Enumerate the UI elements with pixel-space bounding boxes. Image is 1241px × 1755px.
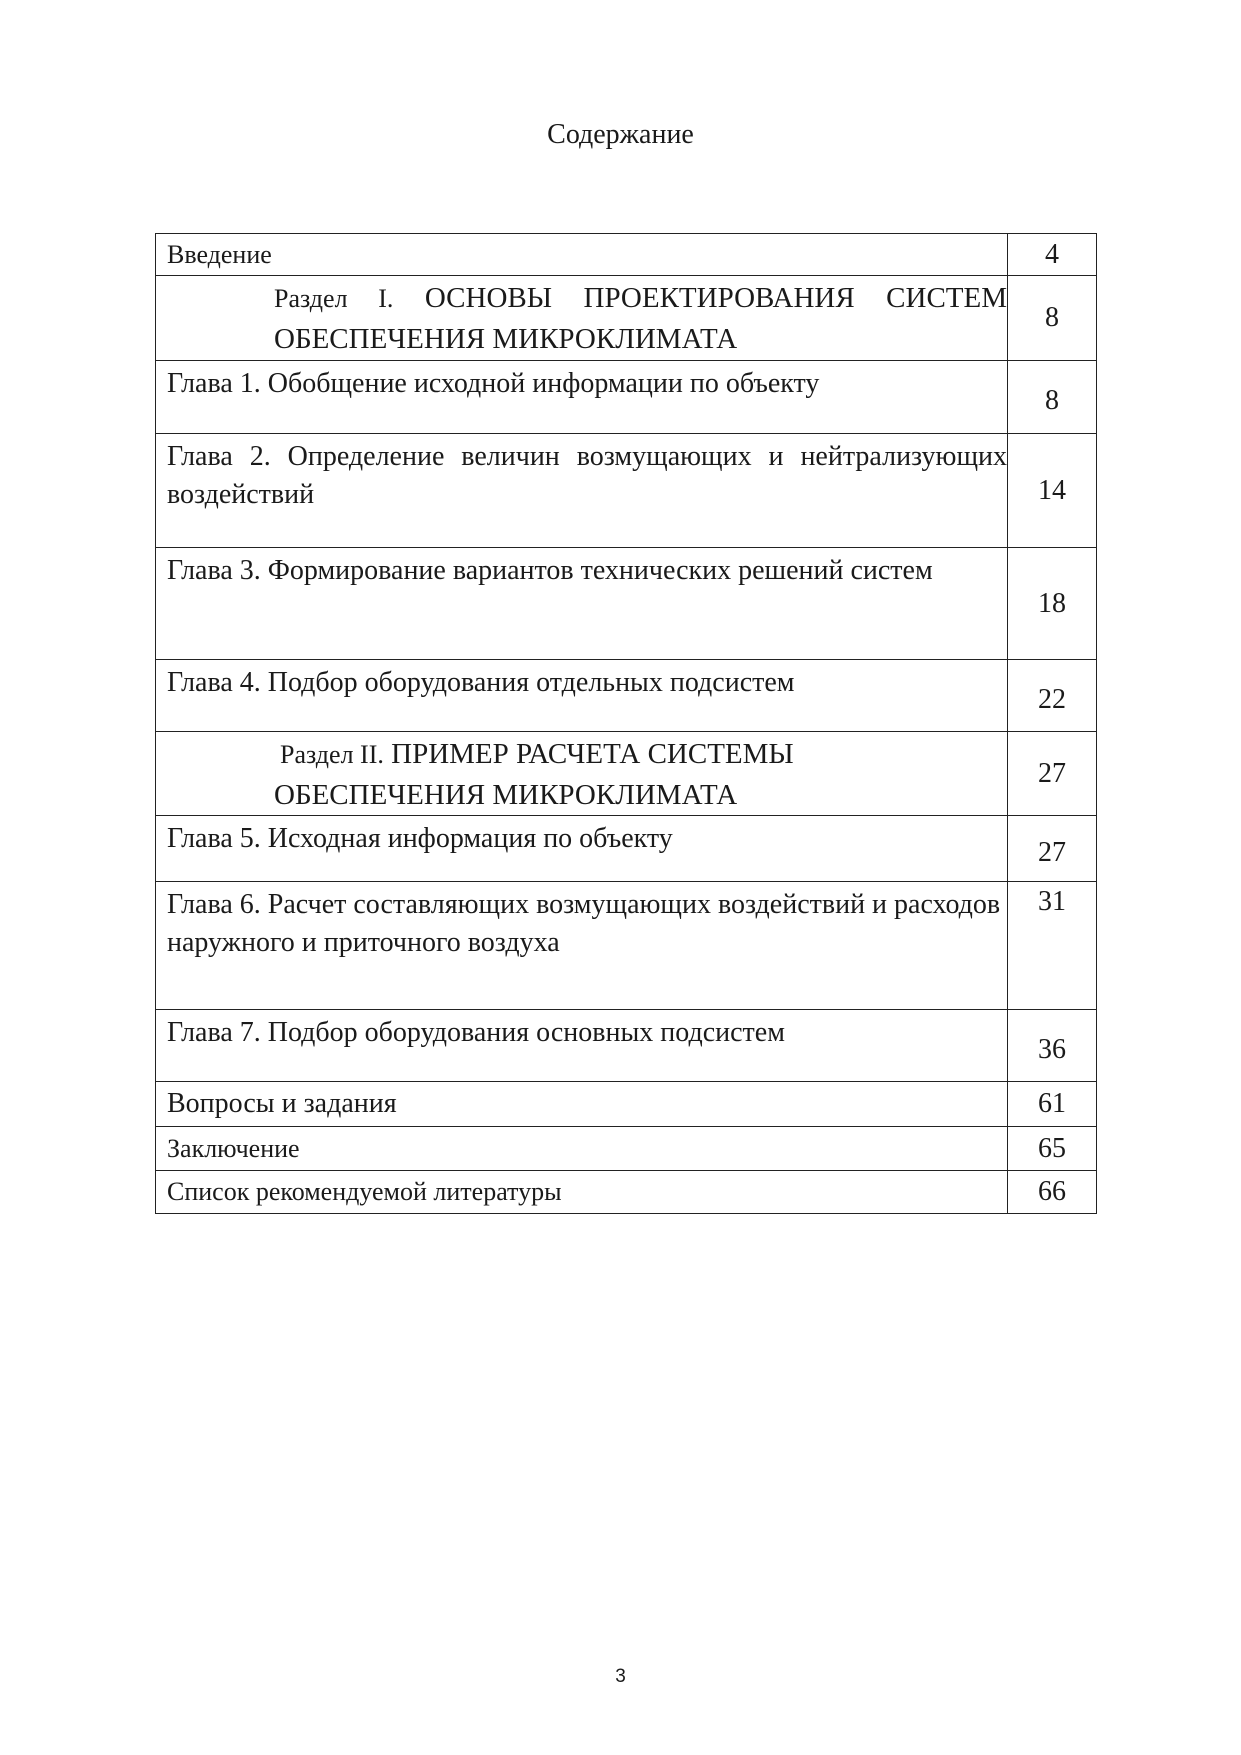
page-title: Содержание	[547, 119, 694, 150]
toc-entry-title: Вопросы и задания	[156, 1082, 1008, 1127]
toc-section-lead: Раздел II.	[280, 740, 384, 769]
toc-row-chapter-7	[156, 1010, 1097, 1082]
toc-row-chapter-1	[156, 361, 1097, 434]
toc-entry-title: Глава 5. Исходная информация по объекту	[156, 816, 1008, 882]
toc-page-number: 31	[1008, 882, 1097, 1010]
toc-row-conclusion	[156, 1127, 1097, 1171]
toc-row-chapter-2	[156, 434, 1097, 548]
toc-section-title	[156, 732, 1008, 816]
toc-row-questions	[156, 1082, 1097, 1127]
toc-row-chapter-4	[156, 660, 1097, 732]
page-number: 3	[615, 1666, 626, 1687]
toc-page-number: 27	[1008, 732, 1097, 816]
toc-entry-title: Глава 3. Формирование вариантов технических решений систем	[156, 548, 1008, 660]
toc-entry-title: Введение	[156, 234, 1008, 276]
toc-entry-title: Глава 7. Подбор оборудования основных подсистем	[156, 1010, 1008, 1082]
toc-page-number: 61	[1008, 1082, 1097, 1127]
toc-row-chapter-5	[156, 816, 1097, 882]
toc-entry-title: Заключение	[156, 1127, 1008, 1171]
toc-row-references	[156, 1171, 1097, 1214]
toc-row-introduction	[156, 234, 1097, 276]
toc-page-number: 14	[1008, 434, 1097, 548]
toc-section-text: ОСНОВЫ ПРОЕКТИРОВАНИЯ СИСТЕМ ОБЕСПЕЧЕНИЯ МИКРОКЛИМАТА	[274, 282, 1008, 355]
toc-entry-title: Глава 4. Подбор оборудования отдельных подсистем	[156, 660, 1008, 732]
toc-section-lead: Раздел I.	[274, 284, 394, 313]
toc-page-number: 27	[1008, 816, 1097, 882]
toc-page-number: 18	[1008, 548, 1097, 660]
toc-page-number: 36	[1008, 1010, 1097, 1082]
toc-page-number: 8	[1008, 361, 1097, 434]
toc-section-text: ПРИМЕР РАСЧЕТА СИСТЕМЫ ОБЕСПЕЧЕНИЯ МИКРОКЛИМАТА	[274, 738, 794, 811]
toc-row-section-1	[156, 276, 1097, 361]
toc-page-number: 65	[1008, 1127, 1097, 1171]
toc-page-number: 22	[1008, 660, 1097, 732]
toc-entry-title: Глава 2. Определение величин возмущающих и нейтрализующих воздействий	[156, 434, 1008, 548]
toc-entry-title: Список рекомендуемой литературы	[156, 1171, 1008, 1214]
toc-page-number: 4	[1008, 234, 1097, 276]
toc-section-title	[156, 276, 1008, 361]
toc-entry-title: Глава 6. Расчет составляющих возмущающих воздействий и расходов наружного и приточного воздуха	[156, 882, 1008, 1010]
toc-entry-title: Глава 1. Обобщение исходной информации по объекту	[156, 361, 1008, 434]
toc-row-chapter-3	[156, 548, 1097, 660]
toc-page-number: 8	[1008, 276, 1097, 361]
table-of-contents	[155, 233, 1097, 1214]
toc-page-number: 66	[1008, 1171, 1097, 1214]
toc-row-section-2	[156, 732, 1097, 816]
toc-row-chapter-6	[156, 882, 1097, 1010]
